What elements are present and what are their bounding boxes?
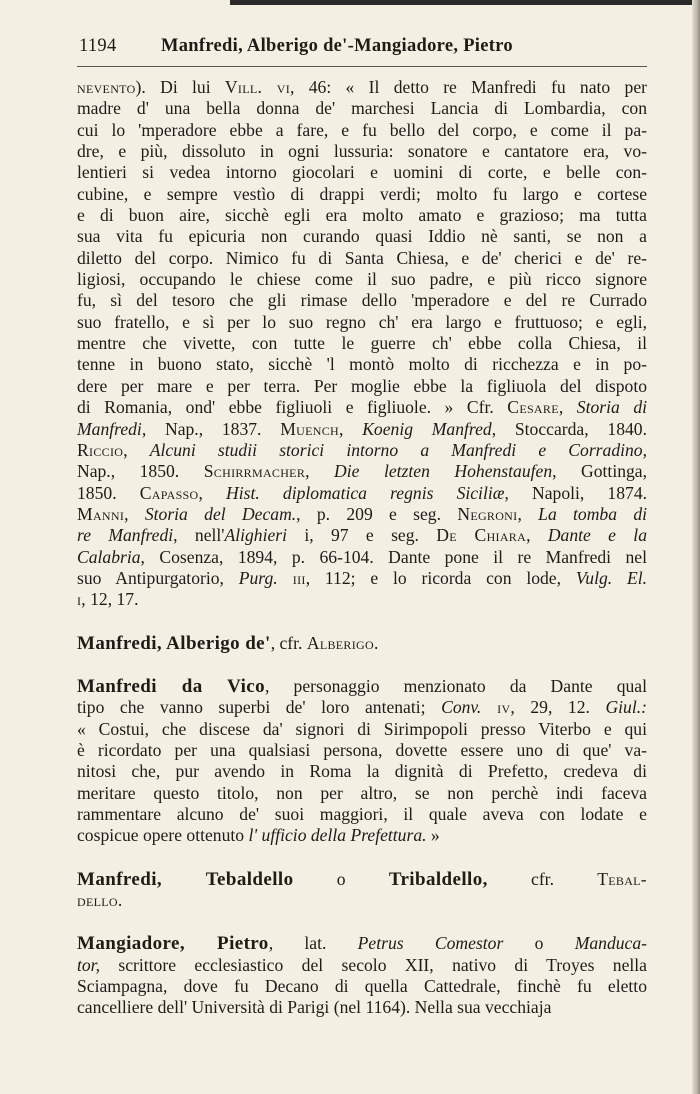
text-span: , p. 209 e seg. xyxy=(296,503,458,524)
scan-right-edge xyxy=(692,0,700,1094)
text-line xyxy=(77,269,647,290)
text-line xyxy=(77,290,647,311)
text-line xyxy=(77,504,647,525)
text-span: Petrus Comestor xyxy=(357,933,504,954)
text-span: Schirrmacher xyxy=(203,461,306,482)
text-span: cospicue opere ottenuto xyxy=(77,825,249,846)
text-span: , xyxy=(123,439,150,460)
text-span: suo Antipurgatorio, xyxy=(77,567,239,588)
text-span: , Gottinga, xyxy=(552,461,648,482)
text-span: Manni xyxy=(77,503,125,524)
page-body xyxy=(77,77,647,1019)
text-span: dre, e più, dissoluto in ogni lussuria: sonatore e cantatore era, vo- xyxy=(77,141,647,162)
text-span: nitosi che, pur avendo in Roma la dignità di Prefetto, credeva di xyxy=(77,761,647,782)
text-line xyxy=(77,333,647,354)
text-span: Vulg. El. xyxy=(575,567,647,588)
text-span: iii xyxy=(277,567,306,588)
text-line xyxy=(77,933,647,954)
page-header xyxy=(79,36,646,57)
page-number: 1194 xyxy=(79,36,117,56)
text-span: , Cosenza, 1894, p. 66-104. Dante pone il re Manfredi nel xyxy=(140,546,647,567)
text-line xyxy=(77,890,647,911)
text-span: Hist. diplomatica regnis Siciliæ xyxy=(226,482,505,503)
text-span: tipo che vanno superbi de' loro antenati; xyxy=(77,697,442,718)
text-line xyxy=(77,483,647,504)
text-span: , cfr. xyxy=(270,632,307,653)
text-span: suo fratello, e sì per lo suo regno ch' era largo e fruttuoso; e egli, xyxy=(77,311,647,332)
entry-manfredi-tebaldello xyxy=(77,869,647,912)
text-line xyxy=(77,205,647,226)
text-span: » xyxy=(426,825,440,846)
entry-headword: Mangiadore, Pietro xyxy=(77,933,269,955)
text-span: , 12, 17. xyxy=(81,589,139,610)
entry-manfredi-alberigo xyxy=(77,633,647,654)
text-span: Giul.: xyxy=(605,697,647,718)
text-span: nevento xyxy=(77,77,136,97)
text-span: , xyxy=(305,461,335,482)
text-span: Alberigo xyxy=(306,632,374,653)
text-line xyxy=(77,312,647,333)
text-span: De Chiara xyxy=(436,525,527,546)
running-title: Manfredi, Alberigo de'-Mangiadore, Pietro xyxy=(161,36,513,56)
entry-headword: Manfredi, Tebaldello xyxy=(77,868,294,890)
text-span: Vill. vi xyxy=(224,77,291,97)
text-span: , xyxy=(339,418,363,439)
text-line xyxy=(77,740,647,761)
text-span: Nap., 1850. xyxy=(77,461,204,482)
text-span: Alcuni studii storici intorno a Manfredi e Corradino, xyxy=(149,439,648,460)
entry-manfredi-da-vico xyxy=(77,676,647,847)
text-span: , Nap., 1837. xyxy=(141,418,281,439)
text-span: tor, xyxy=(77,954,100,975)
entry-headword: Manfredi, Alberigo de' xyxy=(77,632,271,654)
text-span: , nell' xyxy=(173,525,225,546)
text-span: cfr. xyxy=(487,868,598,889)
text-line xyxy=(77,783,647,804)
text-span: l' ufficio della Prefettura. xyxy=(248,825,427,846)
text-span: o xyxy=(293,868,389,889)
text-span: . xyxy=(117,890,123,911)
text-span: , 46: « Il detto re Manfredi fu nato per xyxy=(290,77,647,97)
text-line xyxy=(77,997,647,1018)
text-span: Purg. xyxy=(238,567,278,588)
text-span: iv xyxy=(481,697,511,718)
text-line xyxy=(77,77,647,98)
text-span: , xyxy=(526,525,548,546)
text-span: ). Di lui xyxy=(135,77,225,97)
text-line xyxy=(77,761,647,782)
text-span: e di buon aire, sicchè egli era molto amato e grazioso; ma tutta xyxy=(77,205,647,226)
header-rule xyxy=(77,66,647,67)
text-span: Storia di xyxy=(576,397,648,418)
text-line xyxy=(77,589,647,610)
text-span: , xyxy=(124,503,145,524)
text-line xyxy=(77,869,647,890)
text-span: cui lo 'mperadore ebbe a fare, e fu bello del corpo, e come il pa- xyxy=(77,119,647,140)
text-span: Calabria xyxy=(77,546,141,567)
text-line xyxy=(77,226,647,247)
text-line xyxy=(77,184,647,205)
text-line xyxy=(77,697,647,718)
text-line xyxy=(77,120,647,141)
text-span: Muench xyxy=(280,418,340,439)
text-line xyxy=(77,719,647,740)
text-line xyxy=(77,525,647,546)
text-line xyxy=(77,976,647,997)
text-span: i xyxy=(77,589,82,610)
text-line xyxy=(77,804,647,825)
text-line xyxy=(77,461,647,482)
text-line xyxy=(77,547,647,568)
text-span: madre d' una bella donna de' marchesi Lancia di Lombardia, con xyxy=(77,98,647,119)
text-span: Dante e la xyxy=(547,525,647,546)
text-line xyxy=(77,676,647,697)
text-span: ligiosi, occupando le chiese come il suo padre, e più ricco signore xyxy=(77,269,647,290)
text-span: Manduca- xyxy=(574,933,648,954)
text-span: Sciampagna, dove fu Decano di quella Cattedrale, finchè fu eletto xyxy=(77,976,647,997)
text-span: Cesare xyxy=(507,397,559,418)
text-span: , xyxy=(517,503,539,524)
entry-headword: Tribaldello, xyxy=(388,868,488,890)
text-span: dere per mare e per terra. Per moglie ebbe la figliuola del dispoto xyxy=(77,375,647,396)
text-line xyxy=(77,419,647,440)
text-line xyxy=(77,248,647,269)
entry-headword: Manfredi da Vico xyxy=(77,675,265,697)
text-span: , 29, 12. xyxy=(510,697,606,718)
text-span: , Stoccarda, 1840. xyxy=(491,418,647,439)
text-line xyxy=(77,633,647,654)
text-span: 1850. xyxy=(77,482,140,503)
text-span: i, 97 e seg. xyxy=(287,525,437,546)
text-span: Alighieri xyxy=(224,525,288,546)
text-span: Capasso xyxy=(139,482,199,503)
text-span: La tomba di xyxy=(538,503,648,524)
text-span: . xyxy=(373,632,379,653)
text-span: sua vita fu epicuria non curando quasi Iddio nè santi, se non a xyxy=(77,226,647,247)
text-span: tenne in buono stato, sicchè 'l montò molto di ricchezza e in po- xyxy=(77,354,647,375)
text-span: , personaggio menzionato da Dante qual xyxy=(265,675,647,696)
entry-mangiadore-pietro xyxy=(77,933,647,1018)
text-span: scrittore ecclesiastico del secolo XII, nativo di Troyes nella xyxy=(99,954,647,975)
text-span: o xyxy=(503,933,575,954)
text-line xyxy=(77,397,647,418)
text-line xyxy=(77,141,647,162)
text-line xyxy=(77,354,647,375)
text-span: rammentare alcuno de' suoi maggiori, il quale aveva con lodate e xyxy=(77,804,647,824)
text-line xyxy=(77,568,647,589)
text-line xyxy=(77,955,647,976)
text-span: diletto del corpo. Nimico fu di Santa Chiesa, e de' cherici e de' re- xyxy=(77,247,647,268)
text-span: , xyxy=(198,482,227,503)
text-span: , xyxy=(558,397,577,418)
text-span: Tebal- xyxy=(597,868,647,889)
text-span: Conv. xyxy=(441,697,482,718)
text-line xyxy=(77,440,647,461)
text-span: re Manfredi xyxy=(77,525,174,546)
text-line xyxy=(77,376,647,397)
text-span: « Costui, che discese da' signori di Sirimpopoli presso Viterbo e qui xyxy=(77,718,647,739)
text-span: dello xyxy=(77,890,118,911)
text-span: di Romania, ond' ebbe figliuoli e figliuole. » Cfr. xyxy=(77,397,508,418)
text-span: , Napoli, 1874. xyxy=(504,482,648,503)
entry-manfredi-continued xyxy=(77,77,647,611)
text-span: Koenig Manfred xyxy=(362,418,492,439)
text-span: Storia del Decam. xyxy=(144,503,297,524)
text-span: cubine, e sempre vestìo di drappi verdi; molto fu largo e cortese xyxy=(77,183,647,204)
scan-top-edge xyxy=(230,0,700,5)
text-span: mentre che vivette, con tutte le guerre ch' ebbe colla Chiesa, il xyxy=(77,333,647,354)
text-span: fu, sì del tesoro che gli rimase dello 'mperadore e del re Currado xyxy=(77,290,647,311)
text-line xyxy=(77,825,647,846)
text-span: lentieri si vedea intorno giocolari e uomini di corte, e belle con- xyxy=(77,162,647,183)
text-span: è ricordato per una qualsiasi persona, dovette essere uno di que' va- xyxy=(77,739,647,760)
text-line xyxy=(77,98,647,119)
text-line xyxy=(77,162,647,183)
text-span: meritare questo titolo, non per altro, se non perchè indi faceva xyxy=(77,782,647,803)
text-span: Die letzten Hohenstaufen xyxy=(334,461,553,482)
text-span: , 112; e lo ricorda con lode, xyxy=(305,567,576,588)
text-span: , lat. xyxy=(268,933,358,954)
text-span: Riccio xyxy=(77,439,124,460)
text-span: Negroni xyxy=(457,503,518,524)
text-span: Manfredi xyxy=(77,418,142,439)
text-span: cancelliere dell' Università di Parigi (nel 1164). Nella sua vecchiaja xyxy=(77,997,552,1018)
